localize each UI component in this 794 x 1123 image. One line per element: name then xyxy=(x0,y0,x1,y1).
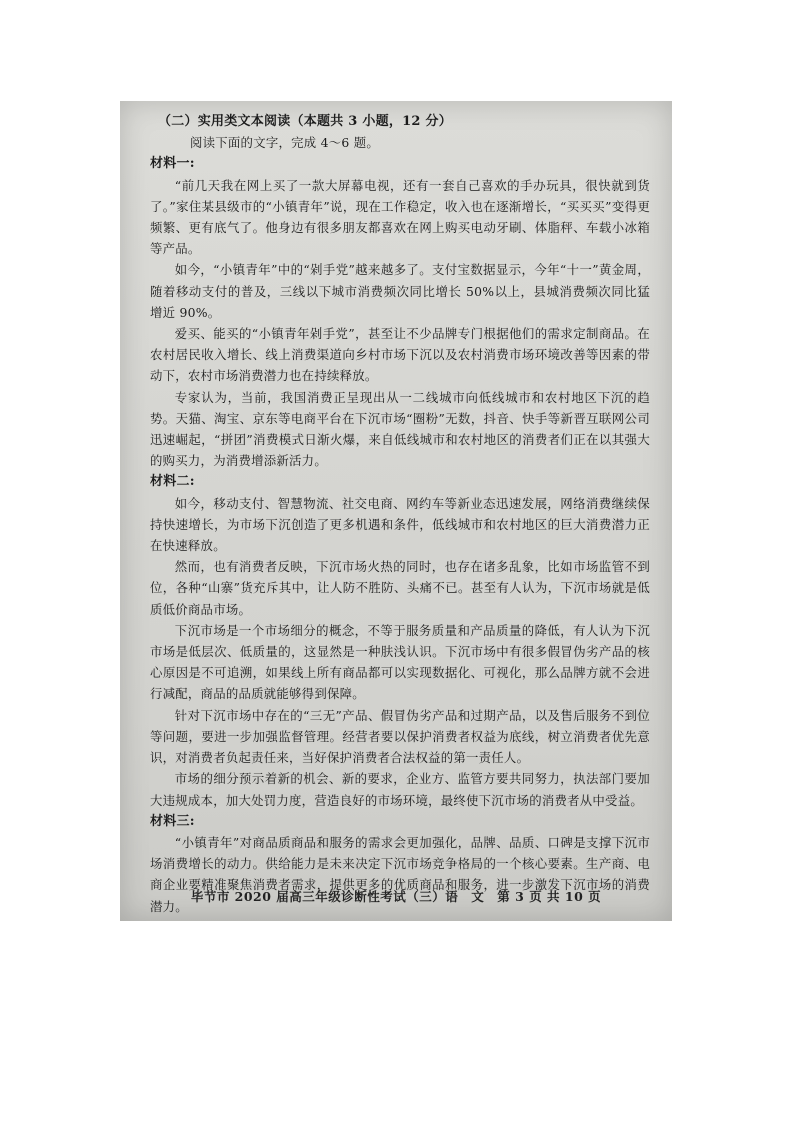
material-label-1: 材料一: xyxy=(150,156,195,172)
paragraph: 下沉市场是一个市场细分的概念，不等于服务质量和产品质量的降低，有人认为下沉市场是低层次、低质量的，这显然是一种肤浅认识。下沉市场中有很多假冒伪劣产品的核心原因是不可追溯，如果线上所有商品都可以实现数据化、可视化，那么品牌方就不会进行减配，商品的品质就能够得到保障。 xyxy=(150,622,650,702)
paragraph: 然而，也有消费者反映，下沉市场火热的同时，也存在诸多乱象，比如市场监管不到位，各种“山寨”货充斥其中，让人防不胜防、头痛不已。甚至有人认为，下沉市场就是低质低价商品市场。 xyxy=(150,559,650,617)
paragraph: 如今，“小镇青年”中的“剁手党”越来越多了。支付宝数据显示，今年“十一”黄金周，随着移动支付的普及，三线以下城市消费频次同比增长 50%以上，县城消费频次同比猛增近 90%。 xyxy=(150,262,650,320)
paragraph: “小镇青年”对商品质商品和服务的需求会更加强化，品牌、品质、口碑是支撑下沉市场消费增长的动力。供给能力是未来决定下沉市场竞争格局的一个核心要素。生产商、电商企业要精准聚焦消费者需求，提供更多的优质商品和服务，进一步激发下沉市场的消费潜力。 xyxy=(150,834,650,914)
paragraph: 爱买、能买的“小镇青年剁手党”，甚至让不少品牌专门根据他们的需求定制商品。在农村居民收入增长、线上消费渠道向乡村市场下沉以及农村消费市场环境改善等因素的带动下，农村市场消费潜力也在持续释放。 xyxy=(150,326,650,384)
paragraph: 针对下沉市场中存在的“三无”产品、假冒伪劣产品和过期产品，以及售后服务不到位等问题，要进一步加强监督管理。经营者要以保护消费者权益为底线，树立消费者优先意识，对消费者负起责任来，当好保护消费者合法权益的第一责任人。 xyxy=(150,707,650,766)
material-label-3: 材料三: xyxy=(150,813,195,829)
reading-content xyxy=(150,111,650,917)
paragraph: “前几天我在网上买了一款大屏幕电视，还有一套自己喜欢的手办玩具，很快就到货了。”家住某县级市的“小镇青年”说，现在工作稳定，收入也在逐渐增长，“买买买”变得更频繁、更有底气了。他身边有很多朋友都喜欢在网上购买电动牙刷、体脂秤、车载小冰箱等产品。 xyxy=(150,177,650,257)
material-label-2: 材料二: xyxy=(150,474,195,490)
section-title: （二）实用类文本阅读（本题共 3 小题，12 分） xyxy=(158,114,452,129)
paragraph: 如今，移动支付、智慧物流、社交电商、网约车等新业态迅速发展，网络消费继续保持快速增长，为市场下沉创造了更多机遇和条件，低线城市和农村地区的巨大消费潜力正在快速释放。 xyxy=(150,495,650,554)
page-footer: 毕节市 2020 届高三年级诊断性考试（三）语 文 第 3 页 共 10 页 xyxy=(190,889,602,904)
paragraph: 市场的细分预示着新的机会、新的要求，企业方、监管方要共同努力，执法部门要加大违规成本，加大处罚力度，营造良好的市场环境，最终使下沉市场的消费者从中受益。 xyxy=(150,771,650,808)
instruction: 阅读下面的文字，完成 4～6 题。 xyxy=(190,135,379,151)
paragraph: 专家认为，当前，我国消费正呈现出从一二线城市向低线城市和农村地区下沉的趋势。天猫、淘宝、京东等电商平台在下沉市场“圈粉”无数，抖音、快手等新晋互联网公司迅速崛起，“拼团”消费模式日渐火爆，来自低线城市和农村地区的消费者们正在以其强大的购买力，为消费增添新活力。 xyxy=(150,389,650,469)
exam-page-photo xyxy=(120,101,672,921)
